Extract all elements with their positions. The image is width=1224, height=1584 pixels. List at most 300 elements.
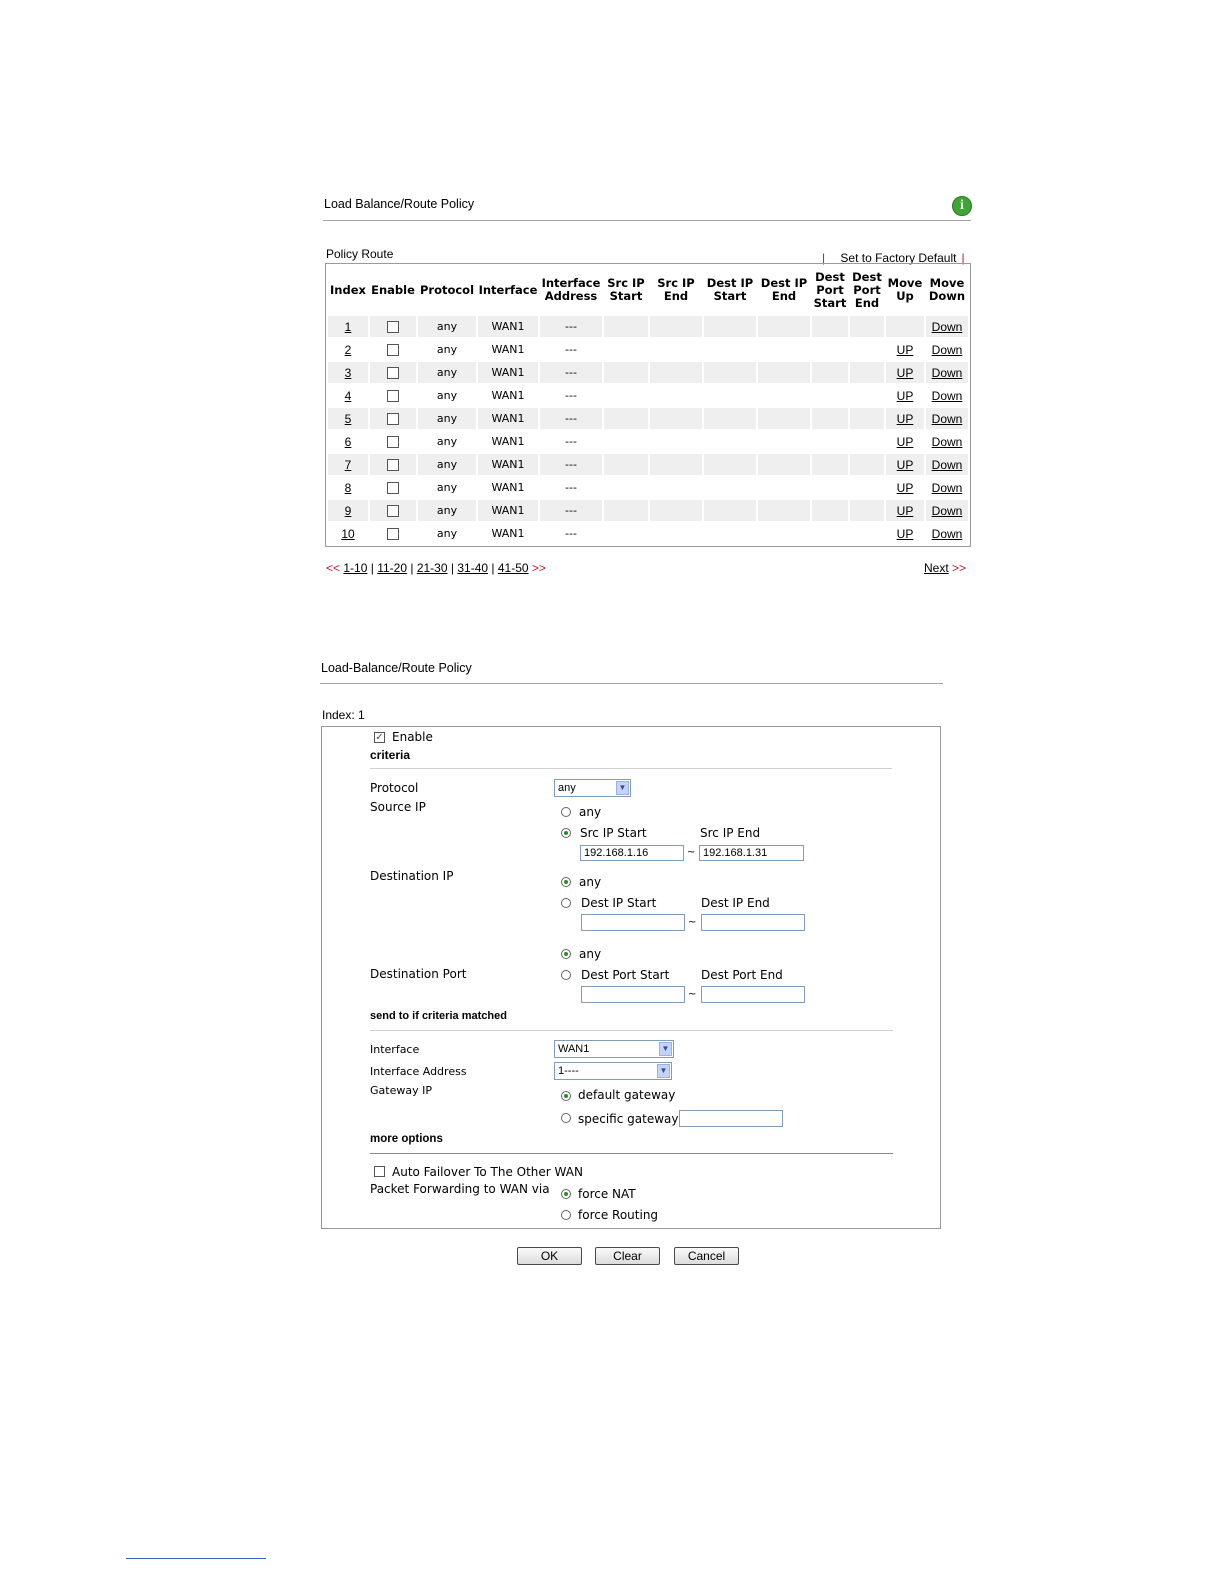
row-index-link[interactable]: 3 xyxy=(344,365,352,380)
table-cell xyxy=(704,431,756,452)
table-cell xyxy=(370,523,416,544)
table-cell xyxy=(812,523,848,544)
table-cell xyxy=(328,385,368,406)
table-cell xyxy=(758,408,810,429)
table-cell xyxy=(926,431,968,452)
table-cell xyxy=(886,454,924,475)
chevron-down-icon: ▼ xyxy=(659,1042,672,1056)
ok-button[interactable]: OK xyxy=(517,1247,582,1265)
table-cell xyxy=(650,477,702,498)
table-cell xyxy=(926,339,968,360)
col-interface: Interface xyxy=(478,282,538,297)
table-cell xyxy=(370,477,416,498)
policy-list-title: Load Balance/Route Policy xyxy=(324,197,475,211)
table-cell xyxy=(370,362,416,383)
move-down-link[interactable]: Down xyxy=(931,526,963,541)
more-options-divider xyxy=(370,1153,893,1154)
source-ip-label: Source IP xyxy=(370,800,426,814)
row-index-link[interactable]: 8 xyxy=(344,480,352,495)
table-header-row xyxy=(328,266,968,314)
specific-gateway-input[interactable] xyxy=(679,1110,783,1127)
page-link-11-20[interactable]: 11-20 xyxy=(377,561,408,575)
src-ip-start-input[interactable]: 192.168.1.16 xyxy=(580,845,684,861)
row-interface: WAN1 xyxy=(491,389,525,402)
interface-label: Interface xyxy=(370,1043,420,1056)
row-index-link[interactable]: 7 xyxy=(344,457,352,472)
table-cell xyxy=(370,454,416,475)
table-cell xyxy=(886,500,924,521)
protocol-label: Protocol xyxy=(370,781,419,795)
auto-failover-label: Auto Failover To The Other WAN xyxy=(392,1165,583,1179)
table-cell xyxy=(758,523,810,544)
table-cell xyxy=(650,316,702,337)
row-protocol: any xyxy=(436,320,458,333)
table-cell xyxy=(650,454,702,475)
table-cell xyxy=(758,500,810,521)
table-cell xyxy=(604,523,648,544)
page-link-41-50[interactable]: 41-50 xyxy=(497,561,529,575)
row-protocol: any xyxy=(436,343,458,356)
table-cell xyxy=(886,477,924,498)
row-interface: WAN1 xyxy=(491,504,525,517)
table-cell xyxy=(850,385,884,406)
table-cell xyxy=(758,385,810,406)
set-factory-default-link[interactable]: Set to Factory Default xyxy=(840,251,957,265)
table-cell xyxy=(650,339,702,360)
table-cell xyxy=(478,454,538,475)
table-cell xyxy=(812,477,848,498)
policy-route-label: Policy Route xyxy=(326,247,394,261)
table-cell xyxy=(478,339,538,360)
table-cell xyxy=(328,362,368,383)
table-cell xyxy=(850,339,884,360)
src-range-tilde: ~ xyxy=(687,847,696,858)
move-up-link[interactable]: UP xyxy=(896,503,914,518)
default-gateway-label: default gateway xyxy=(578,1088,676,1102)
table-cell xyxy=(886,523,924,544)
move-down-link[interactable]: Down xyxy=(931,434,963,449)
table-cell xyxy=(418,362,476,383)
table-cell xyxy=(540,500,602,521)
row-index-link[interactable]: 2 xyxy=(344,342,352,357)
col-src-ip-end: Src IP End xyxy=(657,276,695,303)
edit-panel-title: Load-Balance/Route Policy xyxy=(321,661,472,675)
table-cell xyxy=(850,362,884,383)
col-dest-ip-end: Dest IP End xyxy=(760,276,808,303)
col-interface-address: Interface Address xyxy=(541,276,601,303)
table-row xyxy=(328,454,968,475)
dest-ip-start-input[interactable] xyxy=(581,914,685,931)
destination-ip-label: Destination IP xyxy=(370,869,454,883)
info-icon[interactable]: i xyxy=(952,196,972,216)
table-cell xyxy=(540,523,602,544)
table-cell xyxy=(370,431,416,452)
move-down-link[interactable]: Down xyxy=(931,342,963,357)
table-cell xyxy=(418,385,476,406)
move-up-link[interactable]: UP xyxy=(896,388,914,403)
table-row xyxy=(328,362,968,383)
row-protocol: any xyxy=(436,481,458,494)
move-down-link[interactable]: Down xyxy=(931,503,963,518)
row-protocol: any xyxy=(436,527,458,540)
force-routing-label: force Routing xyxy=(578,1208,659,1222)
table-cell xyxy=(926,316,968,337)
edit-title-divider xyxy=(320,683,943,684)
gateway-ip-label: Gateway IP xyxy=(370,1084,432,1097)
table-cell xyxy=(704,454,756,475)
table-cell xyxy=(812,500,848,521)
table-cell xyxy=(758,316,810,337)
table-cell xyxy=(478,385,538,406)
row-protocol: any xyxy=(436,389,458,402)
dest-port-end-input[interactable] xyxy=(701,986,805,1003)
table-row xyxy=(328,431,968,452)
move-up-link[interactable]: UP xyxy=(896,526,914,541)
row-enable-checkbox[interactable] xyxy=(387,321,399,333)
table-cell xyxy=(704,477,756,498)
auto-failover-checkbox[interactable] xyxy=(374,1166,385,1177)
footnote-rule xyxy=(126,1558,266,1559)
table-cell xyxy=(418,454,476,475)
table-cell xyxy=(812,454,848,475)
col-src-ip-start: Src IP Start xyxy=(607,276,645,303)
send-to-heading: send to if criteria matched xyxy=(370,1010,507,1022)
table-cell xyxy=(478,523,538,544)
table-cell xyxy=(478,316,538,337)
dest-port-tilde: ~ xyxy=(688,989,697,1000)
table-cell xyxy=(604,500,648,521)
specific-gateway-radio[interactable] xyxy=(561,1113,571,1123)
specific-gateway-label: specific gateway xyxy=(578,1112,679,1126)
col-dest-ip-start: Dest IP Start xyxy=(706,276,754,303)
table-row xyxy=(328,339,968,360)
table-cell xyxy=(478,362,538,383)
table-cell xyxy=(704,408,756,429)
table-cell xyxy=(418,431,476,452)
table-cell xyxy=(758,362,810,383)
table-cell xyxy=(886,431,924,452)
row-interface-address: --- xyxy=(565,320,577,333)
table-cell xyxy=(540,477,602,498)
table-cell xyxy=(926,523,968,544)
table-cell xyxy=(650,431,702,452)
row-enable-checkbox[interactable] xyxy=(387,436,399,448)
table-cell xyxy=(850,477,884,498)
table-cell xyxy=(370,339,416,360)
policy-route-table xyxy=(325,263,971,547)
page-link-1-10[interactable]: 1-10 xyxy=(343,561,368,575)
row-enable-checkbox[interactable] xyxy=(387,344,399,356)
table-cell xyxy=(886,316,924,337)
table-cell xyxy=(328,339,368,360)
move-down-link[interactable]: Down xyxy=(931,388,963,403)
row-enable-checkbox[interactable] xyxy=(387,413,399,425)
table-cell xyxy=(370,385,416,406)
port-any-label: any xyxy=(579,947,602,961)
port-any-radio[interactable] xyxy=(561,949,571,959)
table-cell xyxy=(540,385,602,406)
table-cell xyxy=(704,316,756,337)
dest-any-radio[interactable] xyxy=(561,877,571,887)
table-cell xyxy=(478,500,538,521)
table-cell xyxy=(478,408,538,429)
packet-forwarding-label: Packet Forwarding to WAN via xyxy=(370,1182,550,1196)
src-ip-end-label: Src IP End xyxy=(700,826,761,840)
table-cell xyxy=(540,316,602,337)
table-cell xyxy=(704,500,756,521)
table-cell xyxy=(758,339,810,360)
row-enable-checkbox[interactable] xyxy=(387,505,399,517)
table-row xyxy=(328,385,968,406)
col-enable: Enable xyxy=(371,282,415,297)
table-cell xyxy=(418,523,476,544)
row-index-link[interactable]: 5 xyxy=(344,411,352,426)
next-page-link[interactable]: Next xyxy=(924,561,949,575)
table-cell xyxy=(418,500,476,521)
table-cell xyxy=(418,316,476,337)
table-cell xyxy=(758,454,810,475)
row-interface-address: --- xyxy=(565,343,577,356)
table-cell xyxy=(704,523,756,544)
table-cell xyxy=(540,431,602,452)
table-cell xyxy=(926,454,968,475)
table-cell xyxy=(370,408,416,429)
table-cell xyxy=(850,431,884,452)
col-index: Index xyxy=(330,282,366,297)
table-cell xyxy=(604,385,648,406)
table-cell xyxy=(418,339,476,360)
table-cell xyxy=(704,362,756,383)
table-cell xyxy=(886,385,924,406)
col-dest-port-end: Dest Port End xyxy=(852,269,882,310)
dest-port-end-label: Dest Port End xyxy=(701,968,783,982)
move-down-link[interactable]: Down xyxy=(931,457,963,472)
table-cell xyxy=(604,431,648,452)
row-protocol: any xyxy=(436,458,458,471)
table-cell xyxy=(758,431,810,452)
table-cell xyxy=(926,500,968,521)
table-cell xyxy=(812,408,848,429)
enable-label: Enable xyxy=(392,730,433,744)
protocol-select[interactable]: any ▼ xyxy=(554,779,631,797)
table-cell xyxy=(650,500,702,521)
table-row xyxy=(328,477,968,498)
table-cell xyxy=(926,385,968,406)
port-range-radio[interactable] xyxy=(561,970,571,980)
table-cell xyxy=(328,454,368,475)
table-cell xyxy=(604,477,648,498)
table-cell xyxy=(370,500,416,521)
row-enable-checkbox[interactable] xyxy=(387,482,399,494)
row-enable-checkbox[interactable] xyxy=(387,459,399,471)
table-cell xyxy=(604,362,648,383)
row-interface-address: --- xyxy=(565,481,577,494)
move-down-link[interactable]: Down xyxy=(931,411,963,426)
col-dest-port-start: Dest Port Start xyxy=(813,269,847,310)
row-enable-checkbox[interactable] xyxy=(387,367,399,379)
criteria-heading: criteria xyxy=(370,748,411,762)
col-move-down: Move Down xyxy=(928,276,966,303)
table-cell xyxy=(650,362,702,383)
table-cell xyxy=(926,477,968,498)
pagination-next: Next >> xyxy=(924,561,967,575)
row-interface: WAN1 xyxy=(491,458,525,471)
dest-ip-tilde: ~ xyxy=(688,917,697,928)
table-cell xyxy=(812,316,848,337)
row-interface-address: --- xyxy=(565,458,577,471)
move-down-link[interactable]: Down xyxy=(931,480,963,495)
send-to-divider xyxy=(370,1030,893,1031)
table-cell xyxy=(850,500,884,521)
table-cell xyxy=(812,362,848,383)
pagination: << 1-10 | 11-20 | 21-30 | 31-40 | 41-50 >> xyxy=(326,561,546,575)
interface-address-select[interactable]: 1---- ▼ xyxy=(554,1062,672,1080)
force-routing-radio[interactable] xyxy=(561,1210,571,1220)
row-interface: WAN1 xyxy=(491,435,525,448)
row-index-link[interactable]: 4 xyxy=(344,388,352,403)
dest-port-start-input[interactable] xyxy=(581,986,685,1003)
table-cell xyxy=(850,454,884,475)
table-cell xyxy=(540,362,602,383)
dest-ip-end-label: Dest IP End xyxy=(701,896,770,910)
table-cell xyxy=(370,316,416,337)
table-cell xyxy=(812,431,848,452)
index-label: Index: 1 xyxy=(322,708,365,722)
criteria-divider xyxy=(370,768,892,769)
row-interface-address: --- xyxy=(565,527,577,540)
row-index-link[interactable]: 10 xyxy=(341,526,355,541)
move-down-link[interactable]: Down xyxy=(931,319,963,334)
row-interface: WAN1 xyxy=(491,481,525,494)
clear-button[interactable]: Clear xyxy=(595,1247,660,1265)
table-cell xyxy=(812,385,848,406)
row-protocol: any xyxy=(436,504,458,517)
table-cell xyxy=(328,523,368,544)
force-nat-radio[interactable] xyxy=(561,1189,571,1199)
chevron-down-icon: ▼ xyxy=(616,781,629,795)
table-row xyxy=(328,500,968,521)
table-cell xyxy=(926,362,968,383)
table-cell xyxy=(886,408,924,429)
table-cell xyxy=(604,316,648,337)
table-cell xyxy=(886,339,924,360)
table-row xyxy=(328,316,968,337)
col-move-up: Move Up xyxy=(887,276,923,303)
move-down-link[interactable]: Down xyxy=(931,365,963,380)
table-cell xyxy=(604,408,648,429)
dest-port-start-label: Dest Port Start xyxy=(581,968,670,982)
table-cell xyxy=(850,523,884,544)
table-cell xyxy=(418,408,476,429)
chevron-down-icon: ▼ xyxy=(657,1064,670,1078)
row-enable-checkbox[interactable] xyxy=(387,390,399,402)
row-protocol: any xyxy=(436,366,458,379)
table-cell xyxy=(650,408,702,429)
table-cell xyxy=(540,339,602,360)
table-row xyxy=(328,523,968,544)
dest-ip-end-input[interactable] xyxy=(701,914,805,931)
move-up-link[interactable]: UP xyxy=(896,365,914,380)
table-cell xyxy=(328,408,368,429)
dest-range-radio[interactable] xyxy=(561,898,571,908)
factory-default-bar: | Set to Factory Default | xyxy=(822,251,965,265)
table-cell xyxy=(758,477,810,498)
row-interface: WAN1 xyxy=(491,320,525,333)
row-interface-address: --- xyxy=(565,504,577,517)
row-interface-address: --- xyxy=(565,366,577,379)
table-cell xyxy=(418,477,476,498)
table-cell xyxy=(328,316,368,337)
row-protocol: any xyxy=(436,412,458,425)
table-cell xyxy=(540,408,602,429)
table-cell xyxy=(850,408,884,429)
table-cell xyxy=(850,316,884,337)
table-row xyxy=(328,408,968,429)
interface-select[interactable]: WAN1 ▼ xyxy=(554,1040,674,1058)
enable-checkbox[interactable]: ✓ xyxy=(375,732,384,743)
table-cell xyxy=(650,523,702,544)
row-interface: WAN1 xyxy=(491,366,525,379)
table-cell xyxy=(478,477,538,498)
table-cell xyxy=(604,339,648,360)
table-cell xyxy=(328,500,368,521)
col-protocol: Protocol xyxy=(419,282,475,297)
row-index-link[interactable]: 9 xyxy=(344,503,352,518)
row-protocol: any xyxy=(436,435,458,448)
table-cell xyxy=(704,385,756,406)
table-cell xyxy=(328,477,368,498)
table-cell xyxy=(650,385,702,406)
row-interface: WAN1 xyxy=(491,527,525,540)
page-link-21-30[interactable]: 21-30 xyxy=(416,561,448,575)
row-interface: WAN1 xyxy=(491,412,525,425)
src-any-label: any xyxy=(579,805,602,819)
table-cell xyxy=(886,362,924,383)
table-cell xyxy=(478,431,538,452)
move-up-link[interactable]: UP xyxy=(896,457,914,472)
page-link-31-40[interactable]: 31-40 xyxy=(457,561,489,575)
row-enable-checkbox[interactable] xyxy=(387,528,399,540)
dest-any-label: any xyxy=(579,875,602,889)
dest-ip-start-label: Dest IP Start xyxy=(581,896,657,910)
cancel-button[interactable]: Cancel xyxy=(674,1247,739,1265)
table-cell xyxy=(926,408,968,429)
row-index-link[interactable]: 1 xyxy=(344,319,352,334)
table-cell xyxy=(704,339,756,360)
row-index-link[interactable]: 6 xyxy=(344,434,352,449)
row-interface-address: --- xyxy=(565,389,577,402)
table-cell xyxy=(812,339,848,360)
row-interface: WAN1 xyxy=(491,343,525,356)
move-up-link[interactable]: UP xyxy=(896,480,914,495)
src-range-radio[interactable] xyxy=(561,828,571,838)
move-up-link[interactable]: UP xyxy=(896,342,914,357)
default-gateway-radio[interactable] xyxy=(561,1091,571,1101)
row-interface-address: --- xyxy=(565,435,577,448)
move-up-link[interactable]: UP xyxy=(896,434,914,449)
src-ip-end-input[interactable]: 192.168.1.31 xyxy=(699,845,804,861)
move-up-link[interactable]: UP xyxy=(896,411,914,426)
row-interface-address: --- xyxy=(565,412,577,425)
more-options-heading: more options xyxy=(370,1133,443,1145)
src-any-radio[interactable] xyxy=(561,807,571,817)
title-divider xyxy=(323,220,971,221)
interface-address-label: Interface Address xyxy=(370,1065,467,1078)
destination-port-label: Destination Port xyxy=(370,967,467,981)
table-cell xyxy=(604,454,648,475)
force-nat-label: force NAT xyxy=(578,1187,636,1201)
src-ip-start-label: Src IP Start xyxy=(580,826,647,840)
